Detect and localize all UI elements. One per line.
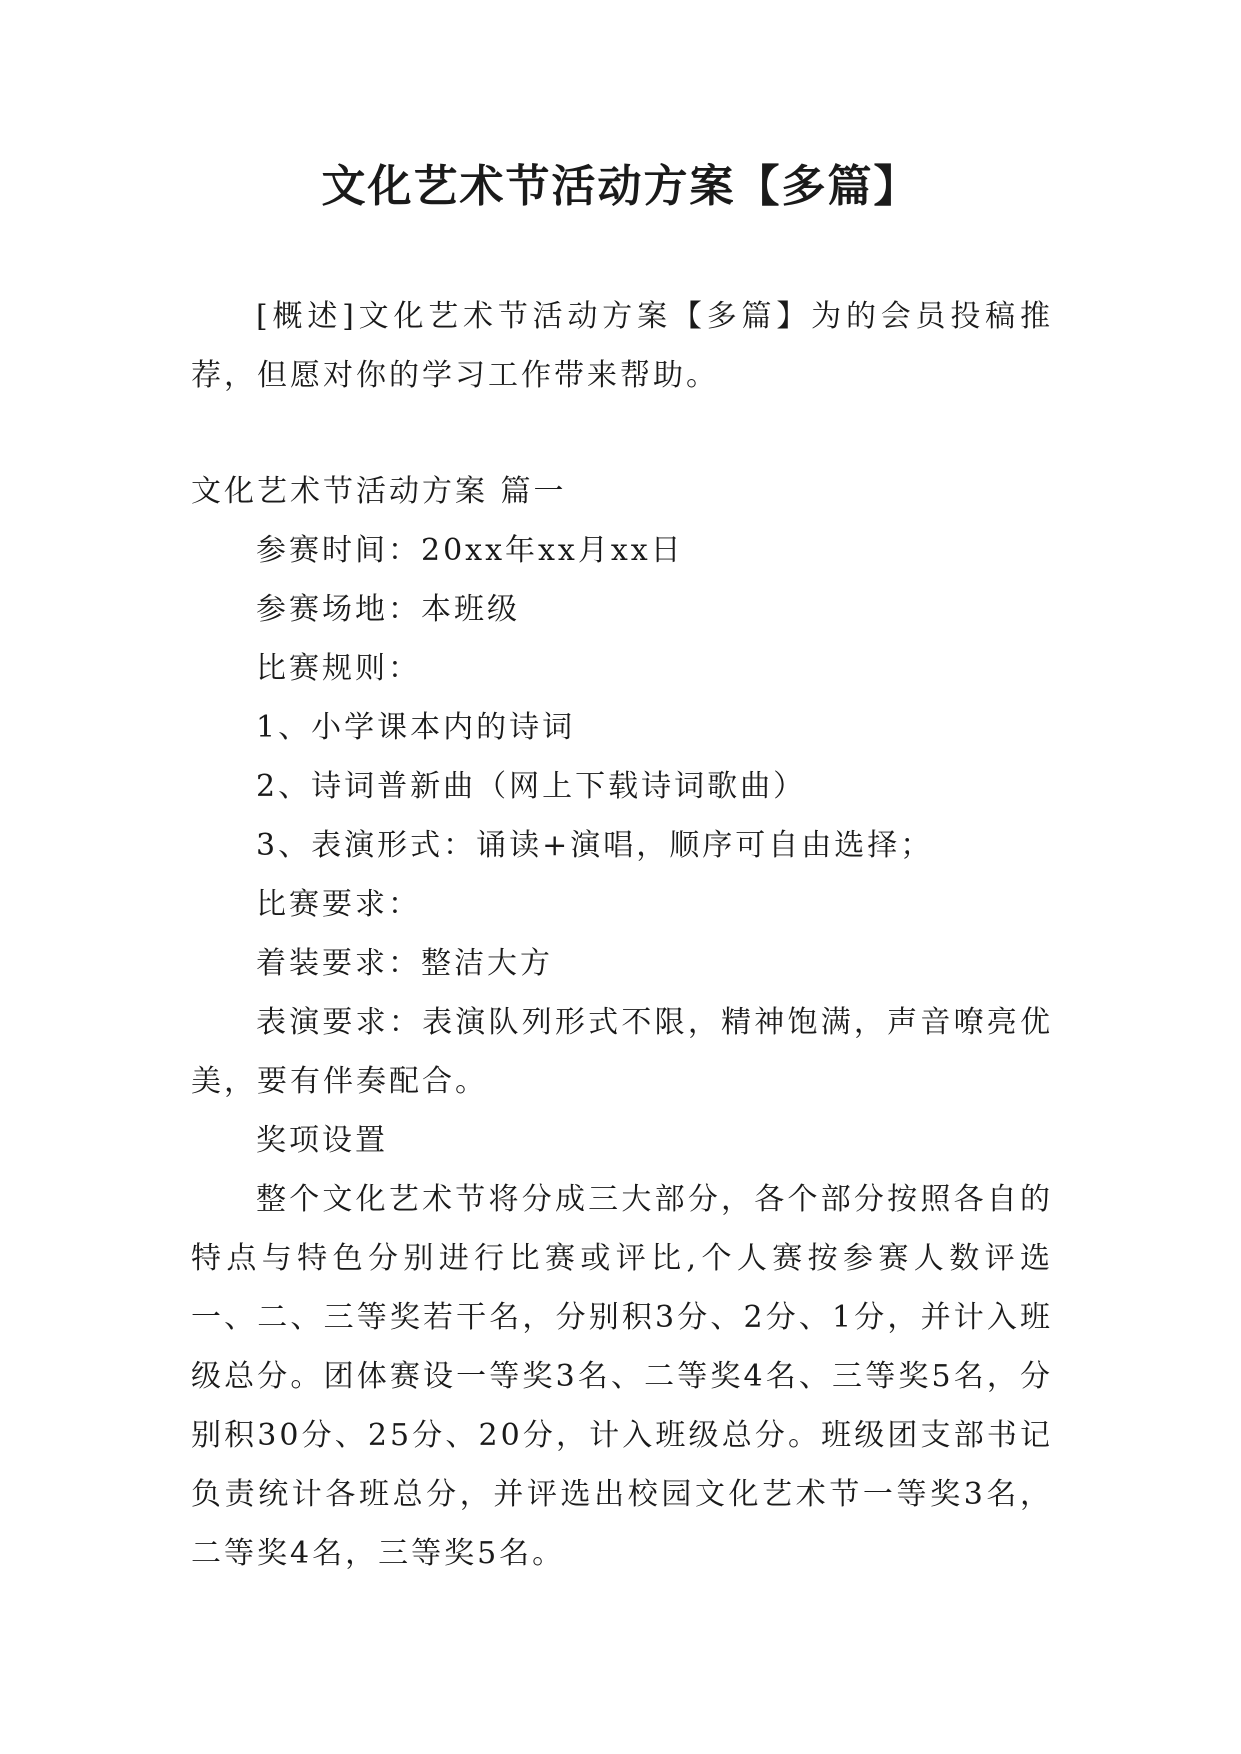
paragraph-awards-detail: 整个文化艺术节将分成三大部分，各个部分按照各自的特点与特色分别进行比赛或评比,个人赛按参赛人数评选一、二、三等奖若干名，分别积3分、2分、1分，并计入班级总分。团体赛设一等奖3名、二等奖4名、三等奖5名，分别积30分、25分、20分，计入班级总分。班级团支部书记负责统计各班总分，并评选出校园文化艺术节一等奖3名，二等奖4名，三等奖5名。: [191, 1182, 1053, 1571]
section-block: [191, 462, 1053, 1583]
paragraph-venue: 参赛场地：本班级: [256, 592, 520, 627]
paragraph-time: 参赛时间：20xx年xx月xx日: [256, 533, 684, 568]
paragraph-awards-heading: 奖项设置: [256, 1123, 388, 1158]
paragraph-rule-1: 1、小学课本内的诗词: [256, 710, 576, 745]
section-heading: 文化艺术节活动方案 篇一: [191, 474, 567, 509]
paragraph-dress-code: 着装要求：整洁大方: [256, 946, 553, 981]
paragraph-requirements-heading: 比赛要求：: [256, 887, 421, 922]
paragraph-performance: 表演要求：表演队列形式不限，精神饱满，声音嘹亮优美，要有伴奏配合。: [191, 1005, 1053, 1099]
summary-paragraph: [概述]文化艺术节活动方案【多篇】为的会员投稿推荐，但愿对你的学习工作带来帮助。: [191, 299, 1053, 393]
paragraph-rule-2: 2、诗词普新曲（网上下载诗词歌曲）: [256, 769, 807, 804]
paragraph-rule-3: 3、表演形式：诵读+演唱，顺序可自由选择；: [256, 828, 934, 863]
summary-block: [191, 287, 1053, 405]
document-title: 文化艺术节活动方案【多篇】: [321, 161, 920, 212]
paragraph-rules-heading: 比赛规则：: [256, 651, 421, 686]
